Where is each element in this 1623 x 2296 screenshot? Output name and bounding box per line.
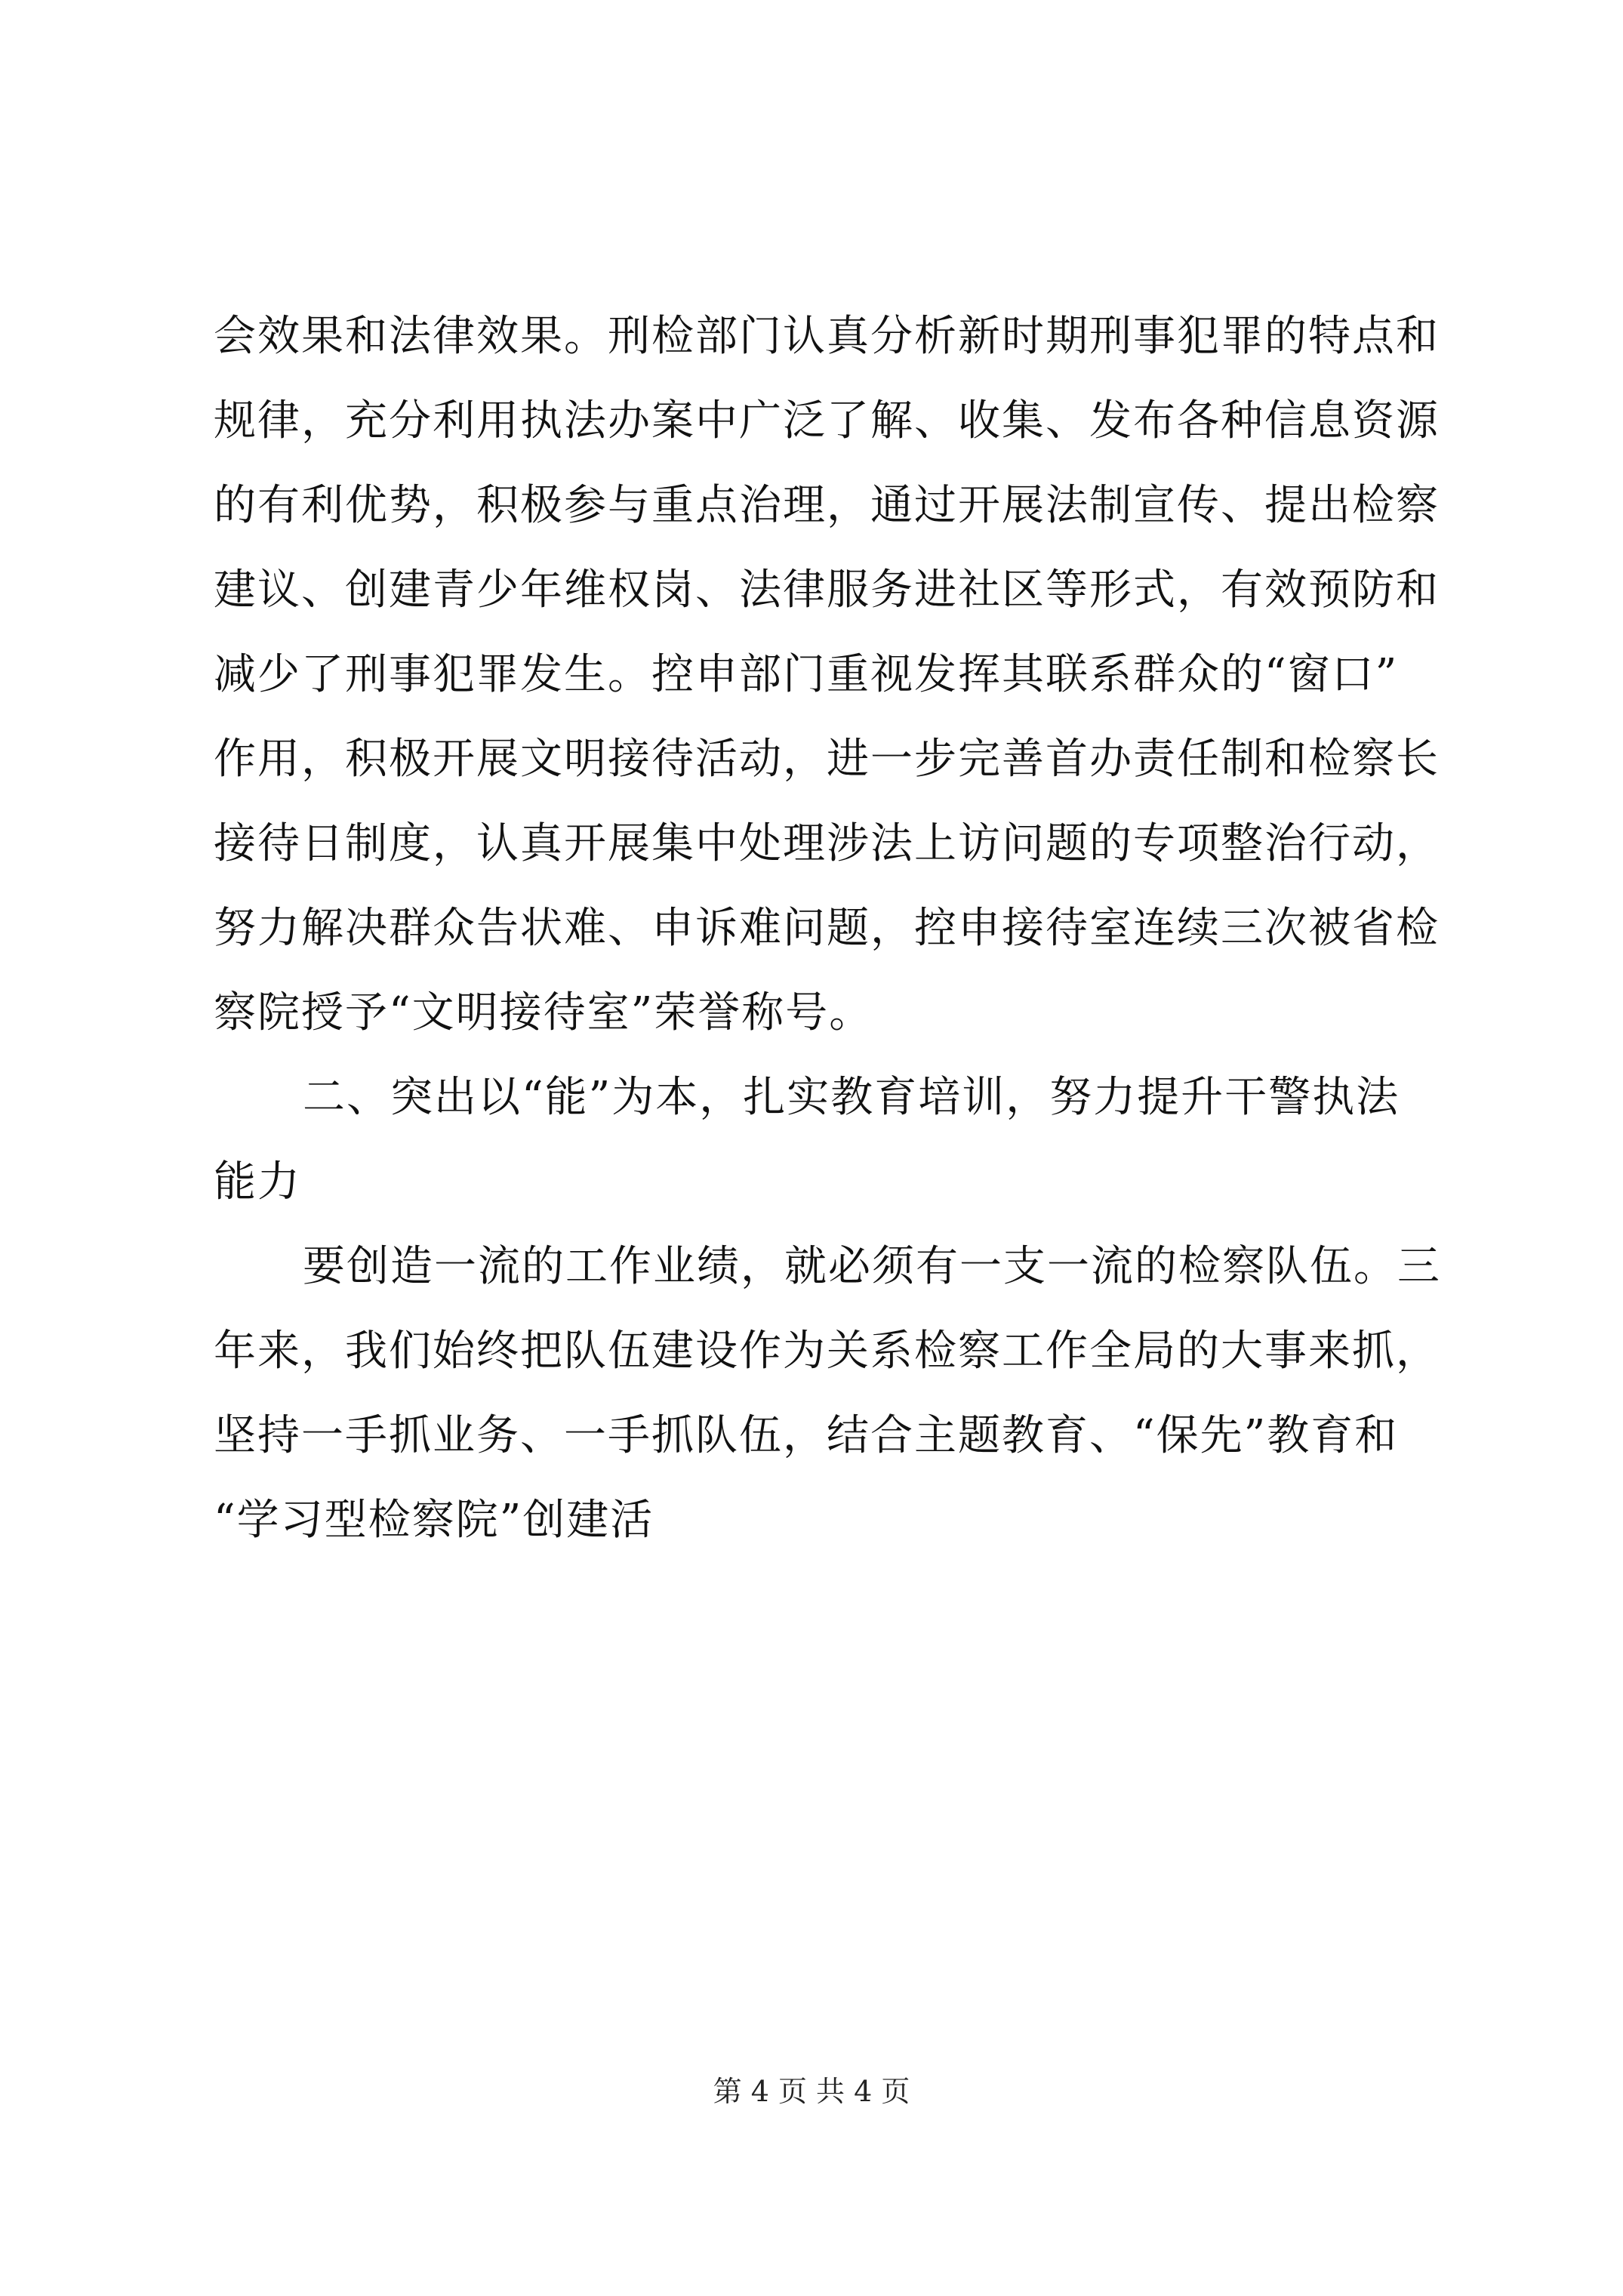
page-number-footer: 第 4 页 共 4 页 — [713, 2075, 910, 2108]
body-line: 减少了刑事犯罪发生。控申部门重视发挥其联系群众的“窗口” — [214, 650, 1399, 699]
body-line: 接待日制度，认真开展集中处理涉法上访问题的专项整治行动， — [214, 819, 1440, 868]
body-line: 作用，积极开展文明接待活动，进一步完善首办责任制和检察长 — [214, 735, 1440, 784]
body-line: 努力解决群众告状难、申诉难问题，控申接待室连续三次被省检 — [214, 904, 1440, 953]
document-body — [214, 294, 1441, 1563]
section-heading-line: 二、突出以“能”为本，扎实教育培训，努力提升干警执法 — [303, 1073, 1400, 1122]
body-line: 建议、创建青少年维权岗、法律服务进社区等形式，有效预防和 — [214, 566, 1440, 615]
body-line: 察院授予“文明接待室”荣誉称号。 — [214, 988, 873, 1037]
body-line: “学习型检察院”创建活 — [214, 1496, 654, 1545]
body-line: 要创造一流的工作业绩，就必须有一支一流的检察队伍。三 — [303, 1242, 1441, 1291]
body-line: 的有利优势，积极参与重点治理，通过开展法制宣传、提出检察 — [214, 481, 1440, 530]
body-line: 坚持一手抓业务、一手抓队伍，结合主题教育、“保先”教育和 — [214, 1411, 1399, 1460]
body-line: 年来，我们始终把队伍建设作为关系检察工作全局的大事来抓， — [214, 1327, 1440, 1376]
body-line: 会效果和法律效果。刑检部门认真分析新时期刑事犯罪的特点和 — [214, 312, 1440, 361]
section-heading-line: 能力 — [214, 1157, 301, 1207]
body-line: 规律，充分利用执法办案中广泛了解、收集、发布各种信息资源 — [214, 396, 1440, 445]
